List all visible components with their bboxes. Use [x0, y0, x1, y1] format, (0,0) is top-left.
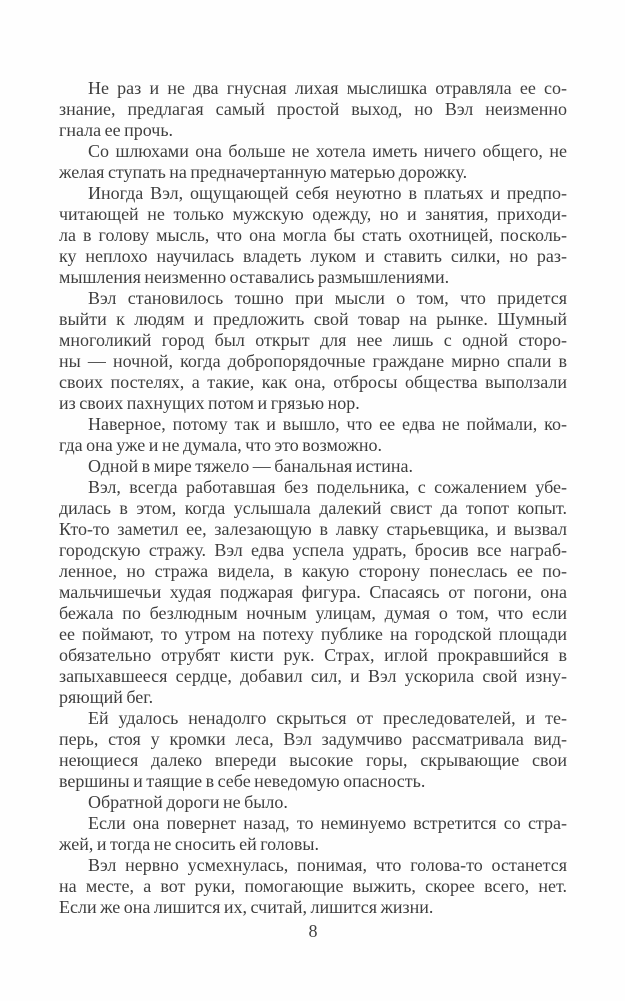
page-number: 8	[308, 921, 318, 941]
paragraph	[59, 792, 567, 813]
text-line: запыхавшееся сердце, добавил сил, и Вэл ускорила свой изну-	[59, 666, 567, 686]
text-line: гнала ее прочь.	[59, 120, 174, 140]
paragraph	[59, 183, 567, 288]
paragraph	[59, 813, 567, 855]
text-line: ряющий бег.	[59, 687, 154, 707]
text-line: своих постелях, а такие, как она, отбросы общества выползали	[59, 372, 567, 392]
text-line: Обратной дороги не было.	[88, 792, 288, 812]
text-line: желая ступать на предначертанную матерью дорожку.	[59, 162, 468, 182]
text-line: Не раз и не два гнусная лихая мыслишка отравляла ее со-	[88, 78, 567, 98]
text-line: выйти к людям и предложить свой товар на рынке. Шумный	[59, 309, 567, 329]
text-line: Одной в мире тяжело — банальная истина.	[88, 456, 414, 476]
text-line: Со шлюхами она больше не хотела иметь ничего общего, не	[88, 141, 567, 161]
text-line: перь, стоя у кромки леса, Вэл задумчиво рассматривала вид-	[59, 729, 567, 749]
text-line: бежала по безлюдным ночным улицам, думая о том, что если	[59, 603, 567, 623]
text-line: ее поймают, то утром на потеху публике на городской площади	[59, 624, 567, 644]
text-line: мальчишечьи худая поджарая фигура. Спасаясь от погони, она	[59, 582, 567, 602]
text-line: Если она повернет назад, то неминуемо встретится со стра-	[88, 813, 567, 833]
paragraph	[59, 477, 567, 708]
text-line: Кто-то заметил ее, залезающую в лавку старьевщика, и вызвал	[59, 519, 567, 539]
text-line: знание, предлагая самый простой выход, но Вэл неизменно	[59, 99, 567, 119]
text-line: мышления неизменно оставались размышлениями.	[59, 267, 450, 287]
paragraph	[59, 855, 567, 918]
text-line: Вэл становилось тошно при мысли о том, что придется	[88, 288, 567, 308]
text-line: Если же она лишится их, считай, лишится жизни.	[59, 897, 434, 917]
text-line: Наверное, потому так и вышло, что ее едва не поймали, ко-	[88, 414, 567, 434]
text-line: неющиеся далеко впереди высокие горы, скрывающие свои	[59, 750, 567, 770]
text-line: обязательно отрубят кисти рук. Страх, иглой прокравшийся в	[59, 645, 567, 665]
text-line: многоликий город был открыт для нее лишь с одной сторо-	[59, 330, 567, 350]
text-line: ленное, но стража видела, в какую сторону понеслась ее по-	[59, 561, 567, 581]
paragraph	[59, 141, 567, 183]
text-line: дилась в этом, когда услышала далекий свист да топот копыт.	[59, 498, 567, 518]
paragraph	[59, 288, 567, 414]
text-line: вершины и таящие в себе неведомую опасность.	[59, 771, 426, 791]
text-line: жей, и тогда не сносить ей головы.	[59, 834, 320, 854]
paragraph	[59, 414, 567, 456]
text-line: на месте, а вот руки, помогающие выжить, скорее всего, нет.	[59, 876, 567, 896]
paragraph	[59, 78, 567, 141]
text-line: Иногда Вэл, ощущающей себя неуютно в платьях и предпо-	[88, 183, 567, 203]
text-line: Вэл, всегда работавшая без подельника, с сожалением убе-	[88, 477, 567, 497]
paragraph	[59, 708, 567, 792]
text-line: гда она уже и не думала, что это возможно.	[59, 435, 383, 455]
page-text	[59, 78, 567, 918]
paragraph	[59, 456, 567, 477]
text-line: Ей удалось ненадолго скрыться от преследователей, и те-	[88, 708, 567, 728]
text-line: городскую стражу. Вэл едва успела удрать, бросив все награб-	[59, 540, 567, 560]
text-line: ны — ночной, когда добропорядочные граждане мирно спали в	[59, 351, 567, 371]
text-line: из своих пахнущих потом и грязью нор.	[59, 393, 360, 413]
text-line: ла в голову мысль, что она могла бы стать охотницей, посколь-	[59, 225, 567, 245]
text-line: ку неплохо научилась владеть луком и ставить силки, но раз-	[59, 246, 567, 266]
text-line: читающей не только мужскую одежду, но и занятия, приходи-	[59, 204, 567, 224]
text-line: Вэл нервно усмехнулась, понимая, что голова-то останется	[88, 855, 567, 875]
